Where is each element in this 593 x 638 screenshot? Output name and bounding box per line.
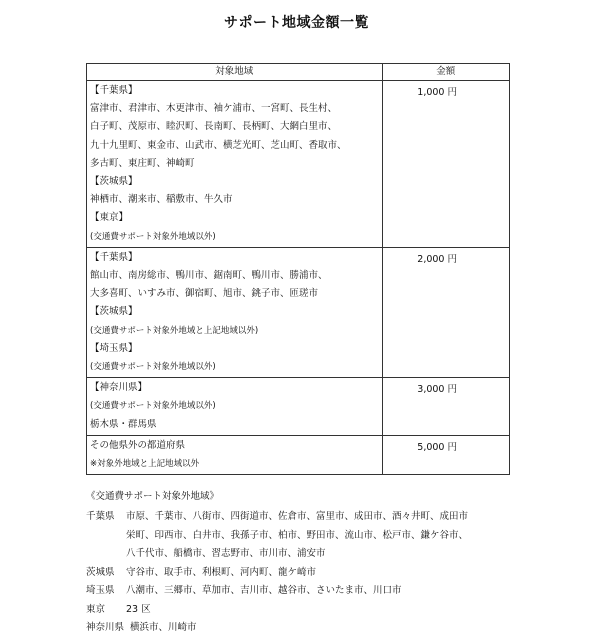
region-line: (交通費サポート対象外地域以外): [90, 401, 216, 412]
excluded-pref: 神奈川県: [86, 622, 125, 633]
header-amount: 金額: [382, 64, 509, 81]
support-amount-table: [86, 63, 510, 475]
excluded-row-tokyo: [86, 601, 520, 620]
region-line: 【茨城県】: [90, 176, 138, 188]
table-header-row: [87, 64, 510, 81]
region-line: 大多喜町、いすみ市、御宿町、旭市、銚子市、匝瑳市: [90, 288, 319, 300]
region-line: ※対象外地域と上記地域以外: [90, 459, 200, 470]
amount-cell: 3,000 円: [382, 378, 509, 436]
excluded-areas-heading: 《交通費サポート対象外地域》: [86, 491, 220, 502]
amount-cell: 1,000 円: [382, 81, 509, 248]
region-line: 館山市、南房総市、鴨川市、鋸南町、鴨川市、勝浦市、: [90, 270, 328, 282]
region-line: (交通費サポート対象外地域以外): [90, 362, 216, 373]
excluded-pref: 埼玉県: [86, 585, 115, 596]
excluded-pref: 茨城県: [86, 566, 115, 578]
excluded-cities-line: 横浜市、川崎市: [130, 622, 197, 633]
region-line: 【東京】: [90, 212, 129, 224]
region-line: 栃木県・群馬県: [90, 418, 157, 430]
amount-cell: 2,000 円: [382, 247, 509, 377]
header-region: 対象地域: [87, 64, 383, 81]
region-line: その他県外の都道府県: [90, 439, 186, 451]
region-cell: [87, 378, 383, 436]
region-line: 【茨城県】: [90, 306, 138, 318]
excluded-row-chiba: [86, 508, 520, 564]
excluded-cities-line: 八潮市、三郷市、草加市、吉川市、越谷市、さいたま市、川口市: [126, 585, 402, 596]
region-cell: [87, 81, 383, 248]
region-line: 九十九里町、東金市、山武市、横芝光町、芝山町、香取市、: [90, 139, 347, 151]
excluded-cities: [126, 508, 516, 564]
region-line: 【千葉県】: [90, 251, 138, 263]
region-line: 富津市、君津市、木更津市、袖ケ浦市、一宮町、長生村、: [90, 103, 338, 115]
excluded-pref: 千葉県: [86, 511, 115, 522]
region-line: 【千葉県】: [90, 85, 138, 96]
region-line: 白子町、茂原市、睦沢町、長南町、長柄町、大網白里市、: [90, 121, 338, 133]
amount-cell: 5,000 円: [382, 435, 509, 474]
region-line: 【神奈川県】: [90, 382, 148, 394]
excluded-row-ibaraki: [86, 564, 520, 583]
region-line: (交通費サポート対象外地域と上記地域以外): [90, 325, 259, 336]
excluded-row-kanagawa: [86, 619, 520, 638]
table-row: [87, 378, 510, 436]
region-line: 多古町、東庄町、神崎町: [90, 157, 195, 169]
page-title: サポート地域金額一覧: [224, 15, 369, 31]
region-cell: [87, 247, 383, 377]
excluded-cities-line: 守谷市、取手市、利根町、河内町、龍ケ崎市: [126, 566, 317, 578]
excluded-areas-section: [86, 488, 520, 638]
table-row: [87, 247, 510, 377]
excluded-row-saitama: [86, 582, 520, 601]
excluded-cities-line: 23 区: [126, 603, 151, 615]
region-cell: [87, 435, 383, 474]
table-row: [87, 435, 510, 474]
excluded-pref: 東京: [86, 603, 106, 615]
table-row: [87, 81, 510, 248]
region-line: 【埼玉県】: [90, 342, 138, 354]
excluded-cities-line: 栄町、印西市、白井市、我孫子市、柏市、野田市、流山市、松戸市、鎌ケ谷市、: [126, 529, 469, 541]
region-line: 神栖市、潮来市、稲敷市、牛久市: [90, 194, 233, 206]
region-line: (交通費サポート対象外地域以外): [90, 231, 216, 242]
excluded-cities-line: 市原、千葉市、八街市、四街道市、佐倉市、富里市、成田市、酒々井町、成田市: [126, 511, 469, 522]
excluded-cities-line: 八千代市、船橋市、習志野市、市川市、浦安市: [126, 548, 326, 559]
